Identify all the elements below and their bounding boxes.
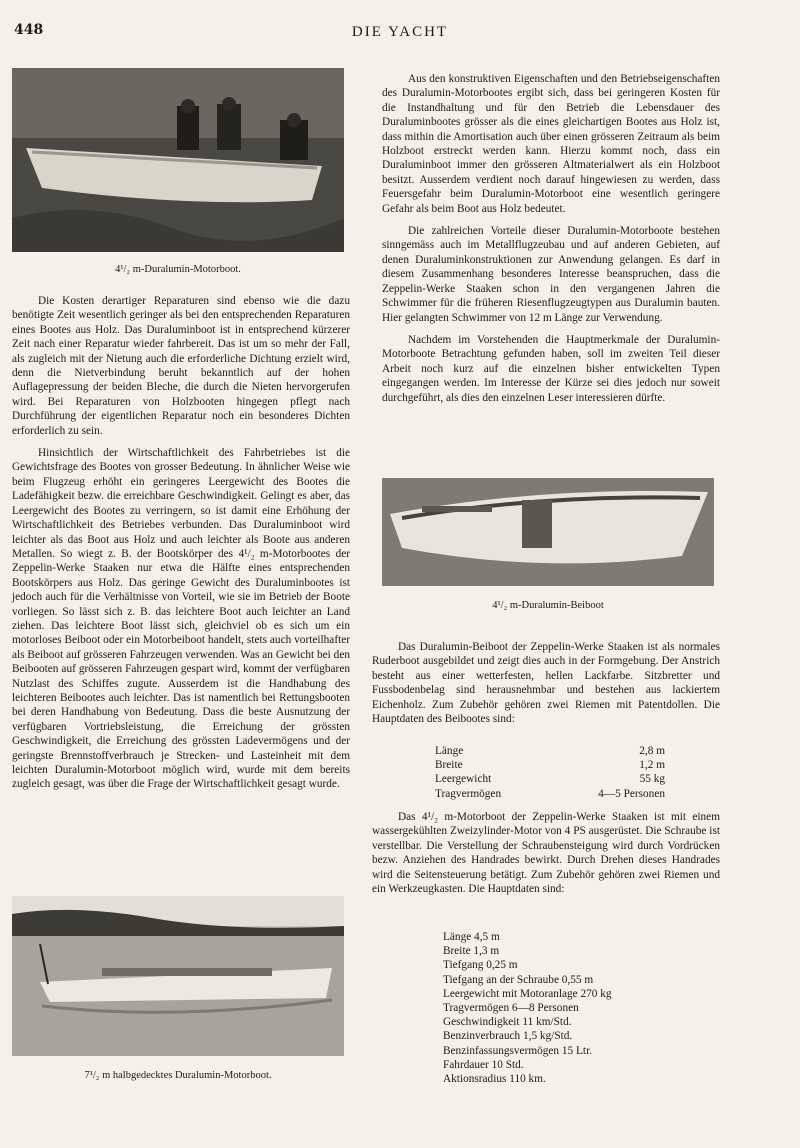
paragraph: Aus den konstruktiven Eigenschaften und den Betriebseigenschaften des Duralumin-Motorbootes ergibt sich, dass bei geringeren Kosten für die Instandhaltung und für den Betrieb die Lebensdauer des Duraluminbootes grösser als die eines gleichartigen Bootes aus Holz ist, dass mithin die Amortisation auch über einen grösseren Zeitraum als beim Holzboot erstreckt werden kann. Hierzu kommt noch, dass ein Duraluminboot immer den grösseren Altmaterialwert als ein Holzboot besitzt. Ausserdem verdient noch darauf hingewiesen zu werden, dass Feuersgefahr beim Duralumin-Motorboot eine wesentlich geringere Gefahr als beim Boot aus Holz bedeutet.: [382, 73, 720, 215]
motorboot-specs: [443, 930, 743, 1086]
right-column: [382, 72, 720, 413]
spec-line: Benzinfassungsvermögen 15 Ltr.: [443, 1044, 593, 1057]
beiboot-specs: [435, 744, 665, 801]
spec-value: 2,8 m: [639, 745, 665, 757]
spec-line: Länge 4,5 m: [443, 931, 500, 943]
spec-value: 4—5 Personen: [598, 787, 665, 800]
spec-line: Aktionsradius 110 km.: [443, 1073, 546, 1086]
paragraph: Hinsichtlich der Wirtschaftlichkeit des Fahrbetriebes ist die Gewichtsfrage des Bootes von grosser Bedeutung. In ähnlicher Weise wie beim Flugzeug erhöht ein geringeres Leergewicht des Bootes die Ladefähigkeit bezw. die erreichbare Geschwindigkeit. Gelingt es aber, das Leergewicht des Bootes zu verringern, so ist damit eine Erhöhung der Wirtschaftlichkeit des Betriebes verbunden. Das Duraluminboot wird leichter als das Boot aus Holz und auch leichter als Boote aus anderen Metallen. So wiegt z. B. der Bootskörper des 4¹/₂ m-Motorbootes der Zeppelin-Werke Staaken nur etwa die Hälfte eines entsprechenden Bootskörpers aus Holz. Das geringe Gewicht des Duraluminbootes ist jedoch auch für die Verhältnisse von Vorteil, wie sie im Betrieb der Boote vorliegen. So lässt sich z. B. das leichtere Boot auch leichter an Land ziehen. Das leichtere Boot lässt sich, gleichviel ob es sich um ein motorloses Beiboot oder ein Motorbeiboot handelt, stets auch vorteilhafter als Beiboot auf grösseren Fahrzeugen verwenden. Was an Gewicht bei den Beibooten auf grösseren Fahrzeugen gespart wird, kommt der verfügbaren Nutzlast des Schiffes zugute. Ausserdem ist die Handhabung des leichteren Beibootes auch leichter. Das ist namentlich bei Rettungsbooten bei deren Handhabung von Bedeutung. Dass die beste Ausnutzung der verfügbaren Vortriebsleistung, die Erreichung der grössten Geschwindigkeit, die Erreichung des grössten Ladevermögens und der geringste Brennstoffverbrauch je Strecken- und Lasteinheit mit dem leichten Duralumin-Motorboot möglich wird, wurde mit dem bereits zugleich gesagt, was über die Frage der Wirtschaftlichkeit gesagt wurde.: [12, 447, 350, 791]
spec-row: [435, 758, 665, 772]
paragraph: Nachdem im Vorstehenden die Hauptmerkmale der Duralumin-Motorboote Betrachtung gefunden haben, soll im zweiten Teil dieser Arbeit noch kurz auf die einzelnen bisher entwickelten Typen eingegangen werden. Im Interesse der Kürze sei dies jedoch nur soweit durchgeführt, als dies den einzelnen Leser interessieren dürfte.: [382, 333, 720, 404]
spec-line: Benzinverbrauch 1,5 kg/Std.: [443, 1030, 573, 1043]
running-head: DIE YACHT: [351, 24, 449, 40]
spec-line: Breite 1,3 m: [443, 945, 500, 958]
figure-caption-2: 4¹/₂ m-Duralumin-Beiboot: [492, 600, 604, 611]
paragraph: Die Kosten derartiger Reparaturen sind ebenso wie die dazu benötigte Zeit wesentlich geringer als bei den entsprechenden Reparaturen eines Bootes aus Holz. Das Duraluminboot ist in entsprechend kürzerer Zeit nach einer Reparatur wieder fahrbereit. Das ist um so mehr der Fall, als zugleich mit der Nietung auch die erforderliche Dichtung erzielt wird, denn die Nietverbindung beruht bekanntlich auf der hohen Auflagepressung der beiden Bleche, die durch die Nieten hervorgerufen wird. Bei Reparaturen von Holzbooten hingegen pflegt nach Durchführung der eigentlichen Reparatur noch ein besonderes Dichten erforderlich zu sein.: [12, 295, 350, 437]
spec-line: Tragvermögen 6—8 Personen: [443, 1002, 579, 1015]
paragraph: Das 4¹/₂ m-Motorboot der Zeppelin-Werke Staaken ist mit einem wassergekühlten Zweizylinder-Motor von 4 PS ausgerüstet. Die Schraube ist verstellbar. Die Verstellung der Schraubensteigung wird durch Vordrücken bezw. Anziehen des Handrades bewirkt. Durch Drehen dieses Handrades wird die Seitensteuerung betätigt. Zum Zubehör gehören zwei Riemen und ein Werkzeugkasten. Die Hauptdaten sind:: [372, 811, 720, 896]
spec-row: [435, 772, 665, 786]
spec-key: Breite: [435, 759, 463, 772]
spec-key: Länge: [435, 745, 464, 757]
spec-row: [435, 744, 665, 758]
page-number: 448: [14, 22, 44, 38]
figure-caption-3: 7¹/₂ m halbgedecktes Duralumin-Motorboot.: [84, 1070, 272, 1081]
photo-beiboot: [382, 478, 714, 586]
spec-line: Leergewicht mit Motoranlage 270 kg: [443, 987, 612, 1000]
photo-motorboot: [12, 68, 344, 252]
spec-key: Tragvermögen: [435, 787, 502, 800]
spec-row: [435, 787, 665, 801]
figure-caption-1: 4¹/₂ m-Duralumin-Motorboot.: [115, 264, 241, 275]
paragraph: Das Duralumin-Beiboot der Zeppelin-Werke Staaken ist als normales Ruderboot ausgebildet und zeigt dies auch in der Formgebung. Der Anstrich besteht aus einer wetterfesten, hellen Lackfarbe. Sitzbretter und Fussbodenbelag sind herausnehmbar und bestehen aus lackiertem Eichenholz. Zum Zubehör gehören zwei Riemen mit Patentdollen. Die Hauptdaten des Beibootes sind:: [372, 641, 720, 726]
spec-line: Tiefgang 0,25 m: [443, 959, 518, 972]
beiboot-description: [372, 640, 720, 726]
left-column: [12, 294, 350, 800]
spec-value: 55 kg: [639, 773, 665, 786]
spec-line: Tiefgang an der Schraube 0,55 m: [443, 973, 594, 986]
spec-line: Geschwindigkeit 11 km/Std.: [443, 1016, 572, 1029]
spec-value: 1,2 m: [639, 759, 665, 772]
motorboot-description: [372, 810, 720, 896]
photo-halbgedecktes-motorboot: [12, 896, 344, 1056]
paragraph: Die zahlreichen Vorteile dieser Duralumin-Motorboote bestehen sinngemäss auch im Metallflugzeubau und auf anderen Gebieten, auf denen Duraluminkonstruktionen zur Anwendung gelangen. Es darf in diesem Zusammenhang besonderes Interesse beanspruchen, dass die Zeppelin-Werke Staaken schon in den vergangenen Jahren die Schwimmer für die früheren Riesenflugzeugtypen aus Duralumin bauten. Hier gelangten Schwimmer von 12 m Länge zur Verwendung.: [382, 225, 720, 324]
spec-key: Leergewicht: [435, 773, 492, 786]
spec-line: Fahrdauer 10 Std.: [443, 1058, 524, 1071]
